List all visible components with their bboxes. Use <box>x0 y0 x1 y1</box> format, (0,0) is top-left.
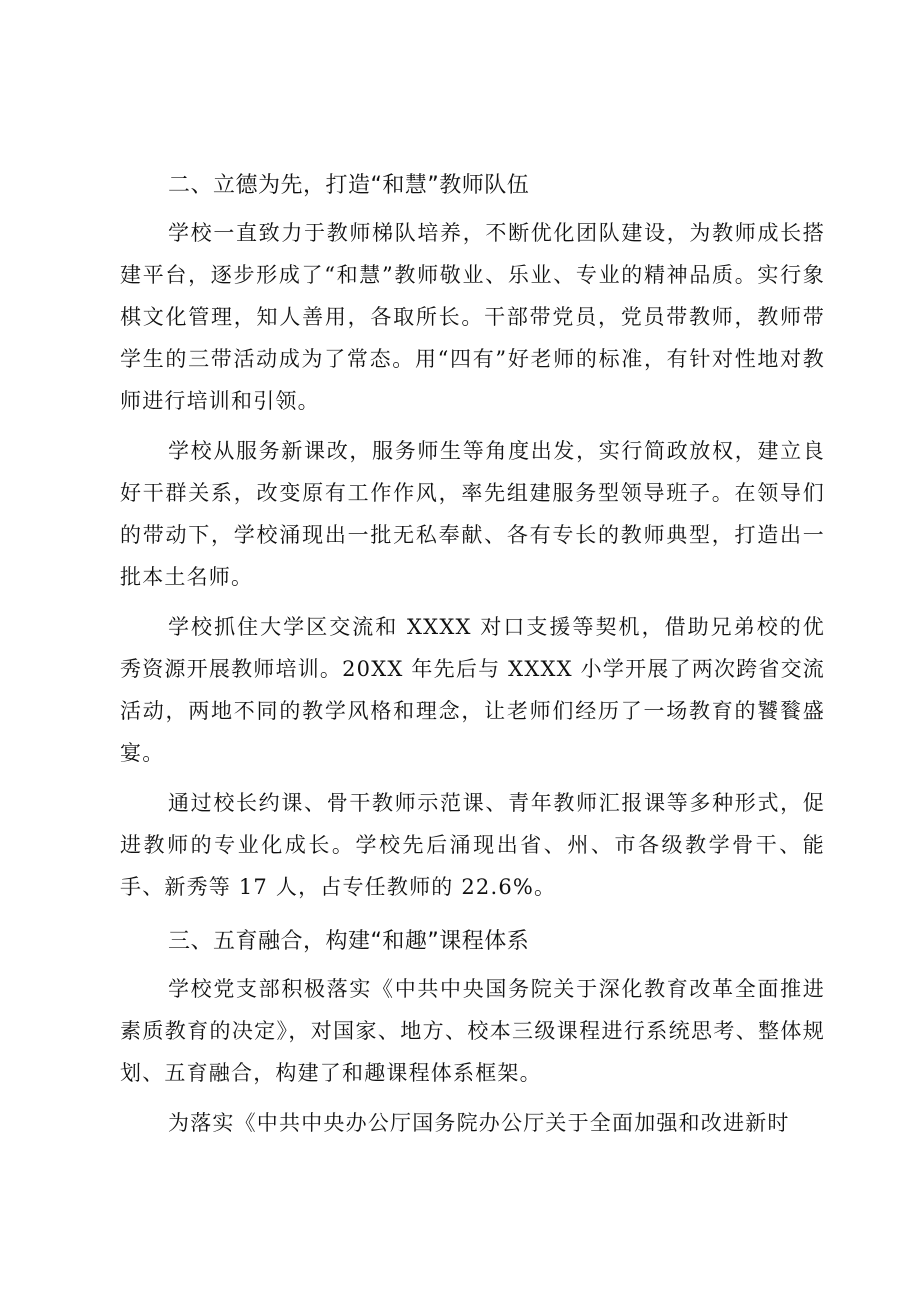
paragraph: 为落实《中共中央办公厅国务院办公厅关于全面加强和改进新时 <box>168 1111 790 1135</box>
paragraph: 学校党支部积极落实《中共中央国务院关于深化教育改革全面推进素质教育的决定》，对国家、地方、校本三级课程进行系统思考、整体规划、五育融合，构建了和趣课程体系框架。 <box>120 977 825 1085</box>
document-body <box>120 160 825 1152</box>
paragraph: 学校一直致力于教师梯队培养，不断优化团队建设，为教师成长搭建平台，逐步形成了“和慧”教师敬业、乐业、专业的精神品质。实行象棋文化管理，知人善用，各取所长。干部带党员，党员带教师，教师带学生的三带活动成为了常态。用“四有”好老师的标准，有针对性地对教师进行培训和引领。 <box>120 221 825 413</box>
section-heading: 三、五育融合，构建“和趣”课程体系 <box>168 929 530 954</box>
paragraph: 学校抓住大学区交流和 XXXX 对口支援等契机，借助兄弟校的优秀资源开展教师培训。20XX 年先后与 XXXX 小学开展了两次跨省交流活动，两地不同的教学风格和理念，让老师们经历了一场教育的饕餮盛宴。 <box>120 615 825 765</box>
section-heading: 二、立德为先，打造“和慧”教师队伍 <box>168 173 530 198</box>
paragraph: 通过校长约课、骨干教师示范课、青年教师汇报课等多种形式，促进教师的专业化成长。学校先后涌现出省、州、市各级教学骨干、能手、新秀等 17 人，占专任教师的 22.6%。 <box>120 791 825 899</box>
paragraph: 学校从服务新课改，服务师生等角度出发，实行简政放权，建立良好干群关系，改变原有工作作风，率先组建服务型领导班子。在领导们的带动下，学校涌现出一批无私奉献、各有专长的教师典型，打造出一批本土名师。 <box>120 439 825 589</box>
